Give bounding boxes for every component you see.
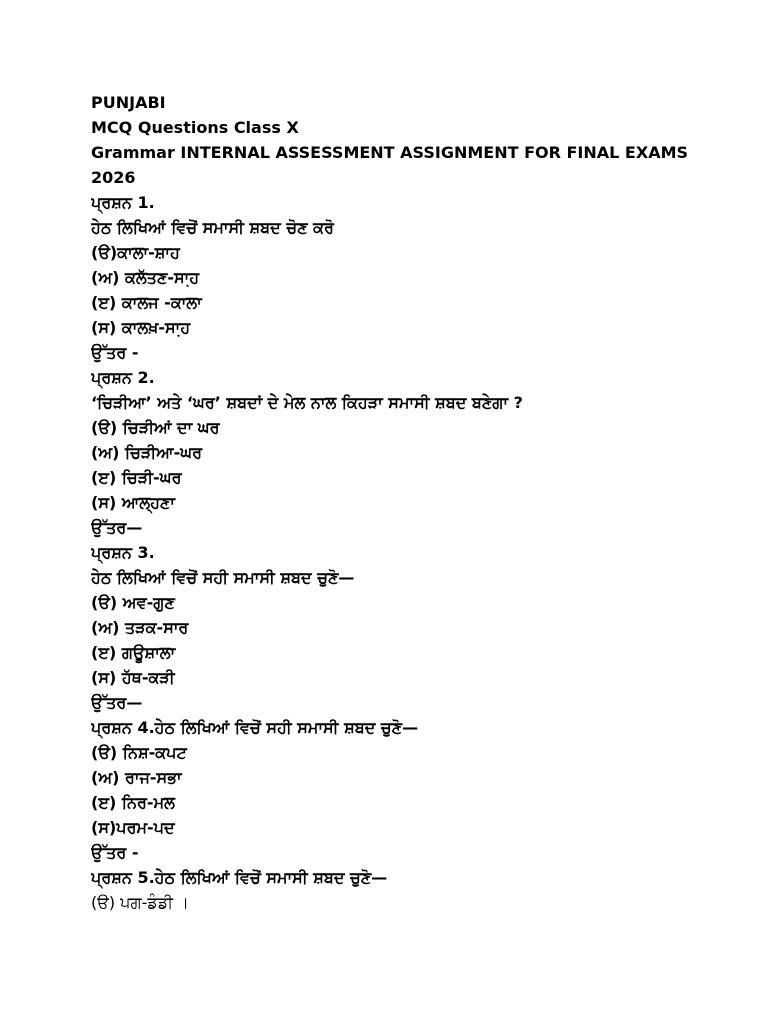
question-1-answer: ਉੱਤਰ - bbox=[91, 343, 139, 362]
question-2-option-b: (ਅ) ਚਿੜੀਆ-ਘਰ bbox=[91, 443, 203, 462]
question-2-option-a: (ੳ) ਚਿੜੀਆਂ ਦਾ ਘਰ bbox=[91, 418, 220, 437]
question-1-label: ਪ੍ਰਸ਼ਨ 1. bbox=[91, 193, 155, 212]
question-2-option-c: (ੲ) ਚਿੜੀ-ਘਰ bbox=[91, 468, 182, 487]
question-2-label: ਪ੍ਰਸ਼ਨ 2. bbox=[91, 368, 155, 387]
question-3-option-b: (ਅ) ਤੜਕ-ਸਾਰ bbox=[91, 618, 189, 637]
question-4-option-b: (ਅ) ਰਾਜ-ਸਭਾ bbox=[91, 768, 182, 787]
question-1-option-c: (ੲ) ਕਾਲਜ -ਕਾਲਾ bbox=[91, 293, 202, 312]
question-4-text: ਪ੍ਰਸ਼ਨ 4.ਹੇਠ ਲਿਖਿਆਂ ਵਿਚੋਂ ਸਹੀ ਸਮਾਸੀ ਸ਼ਬਦ ਚੁਣੋ— bbox=[91, 718, 419, 737]
question-3-option-d: (ਸ) ਹੱਥ-ਕੜੀ bbox=[91, 668, 175, 687]
subject-heading: PUNJABI bbox=[91, 93, 166, 112]
document-text bbox=[91, 90, 731, 915]
question-2-answer: ਉੱਤਰ— bbox=[91, 518, 143, 537]
question-5-text: ਪ੍ਰਸ਼ਨ 5.ਹੇਠ ਲਿਖਿਆਂ ਵਿਚੋਂ ਸਮਾਸੀ ਸ਼ਬਦ ਚੁਣੋ— bbox=[91, 868, 388, 887]
question-3-text: ਹੇਠ ਲਿਖਿਆਂ ਵਿਚੋਂ ਸਹੀ ਸਮਾਸੀ ਸ਼ਬਦ ਚੁਣੋ— bbox=[91, 568, 355, 587]
question-2-option-d: (ਸ) ਆਲ੍ਹਣਾ bbox=[91, 493, 175, 512]
year-label: 2026 bbox=[91, 168, 136, 187]
assignment-title: Grammar INTERNAL ASSESSMENT ASSIGNMENT FOR FINAL EXAMS bbox=[91, 143, 689, 162]
question-4-answer: ਉੱਤਰ - bbox=[91, 843, 139, 862]
document-title: MCQ Questions Class X bbox=[91, 118, 299, 137]
question-4-option-c: (ੲ) ਨਿਰ-ਮਲ bbox=[91, 793, 175, 812]
question-4-option-d: (ਸ)ਪਰਮ-ਪਦ bbox=[91, 818, 175, 837]
question-3-answer: ਉੱਤਰ— bbox=[91, 693, 143, 712]
question-3-option-a: (ੳ) ਅਵ-ਗੁਣ bbox=[91, 593, 175, 612]
question-1-option-b: (ਅ) ਕਲੱਤਣ-ਸਾ਼ਹ bbox=[91, 268, 200, 287]
question-1-option-d: (ਸ) ਕਾਲਖ਼-ਸਾ਼ਹ bbox=[91, 318, 191, 337]
question-1-text: ਹੇਠ ਲਿਖਿਆਂ ਵਿਚੋਂ ਸਮਾਸੀ ਸ਼ਬਦ ਚੋਣ ਕਰੋ bbox=[91, 218, 334, 237]
question-3-option-c: (ੲ) ਗਊਸ਼ਾਲਾ bbox=[91, 643, 176, 662]
question-5-option-a: (ੳ) ਪਗ-ਡੰਡੀ । bbox=[91, 893, 189, 912]
question-1-option-a: (ੳ)ਕਾਲਾ-ਸ਼ਾਹ bbox=[91, 243, 180, 262]
question-2-text: ‘ਚਿੜੀਆ’ ਅਤੇ ‘ਘਰ’ ਸ਼ਬਦਾਂ ਦੇ ਮੇਲ ਨਾਲ ਕਿਹੜਾ ਸਮਾਸੀ ਸ਼ਬਦ ਬਣੇਗਾ ? bbox=[91, 393, 523, 412]
question-4-option-a: (ੳ) ਨਿਸ਼-ਕਪਟ bbox=[91, 743, 187, 762]
question-3-label: ਪ੍ਰਸ਼ਨ 3. bbox=[91, 543, 155, 562]
